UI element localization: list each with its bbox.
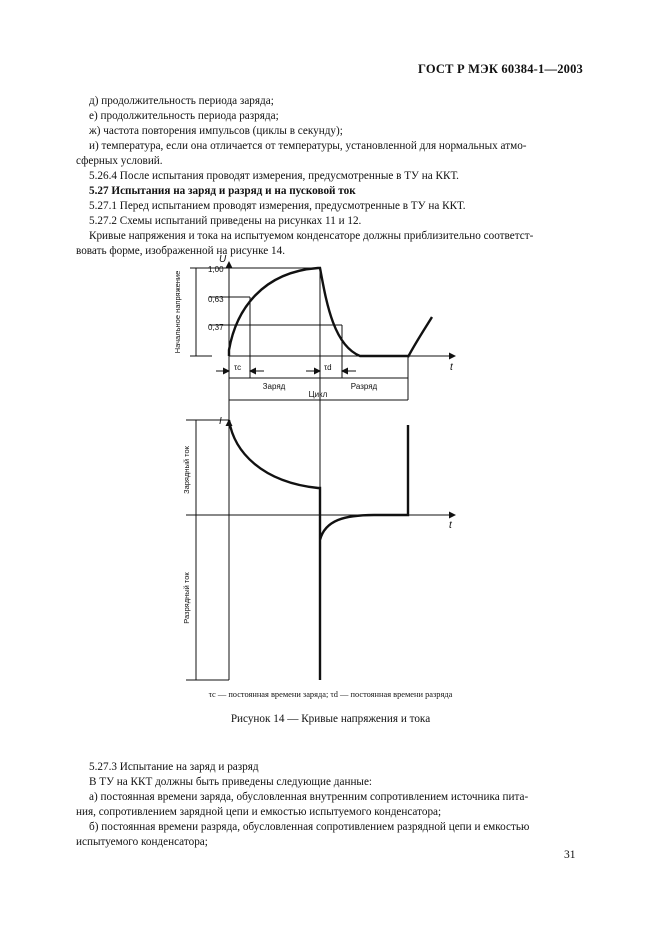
figure-note: τc — постоянная времени заряда; τd — постоянная времени разряда [208, 690, 453, 699]
tau-d-label: τd [324, 363, 332, 372]
page-number: 31 [564, 849, 576, 861]
list-item: е) продолжительность периода разряда; [89, 110, 279, 122]
clause-5-27-2: 5.27.2 Схемы испытаний приведены на рисунках 11 и 12. [89, 215, 362, 227]
initial-voltage-label: Начальное напряжение [173, 270, 182, 354]
list-item: и) температура, если она отличается от температуры, установленной для нормальных атмо- [89, 140, 527, 152]
voltage-curve [229, 268, 432, 357]
list-item: ж) частота повторения импульсов (циклы в секунду); [89, 125, 343, 137]
current-curve [229, 420, 408, 680]
list-item: д) продолжительность периода заряда; [89, 95, 274, 107]
figure-caption: Рисунок 14 — Кривые напряжения и тока [230, 713, 431, 725]
paragraph-line: вовать форме, изображенной на рисунке 14. [76, 245, 286, 257]
tau-c-label: τc [234, 363, 242, 372]
list-item-continuation: ния, сопротивлением зарядной цепи и емкостью испытуемого конденсатора; [76, 806, 442, 818]
u-axis-label: U [219, 254, 227, 265]
discharge-label: Разряд [350, 382, 378, 391]
section-heading-5-27: 5.27 Испытания на заряд и разряд и на пусковой ток [89, 185, 356, 197]
charge-label: Заряд [262, 382, 286, 391]
paragraph-line: Кривые напряжения и тока на испытуемом конденсаторе должны приблизительно соответст- [89, 230, 534, 242]
document-header: ГОСТ Р МЭК 60384-1—2003 [418, 62, 583, 76]
list-item-continuation: сферных условий. [76, 155, 163, 167]
i-axis-label: I [219, 416, 222, 427]
list-item-continuation: испытуемого конденсатора; [76, 836, 208, 848]
bottom-text-block [76, 760, 584, 850]
t-axis-label-bottom: t [449, 520, 452, 531]
paragraph-line: В ТУ на ККТ должны быть приведены следующие данные: [89, 776, 373, 788]
level-063-label: 0,63 [208, 295, 224, 304]
discharge-current-label: Разрядный ток [182, 572, 191, 624]
list-item: б) постоянная времени разряда, обусловленная сопротивлением разрядной цепи и емкостью [89, 821, 530, 833]
clause-5-27-3: 5.27.3 Испытание на заряд и разряд [89, 761, 259, 773]
cycle-label: Цикл [308, 390, 328, 399]
clause-5-26-4: 5.26.4 После испытания проводят измерения, предусмотренные в ТУ на ККТ. [89, 170, 459, 182]
level-037-label: 0,37 [208, 323, 224, 332]
clause-5-27-1: 5.27.1 Перед испытанием проводят измерения, предусмотренные в ТУ на ККТ. [89, 200, 466, 212]
level-100-label: 1,00 [208, 265, 224, 274]
list-item: а) постоянная времени заряда, обусловленная внутренним сопротивлением источника пита- [89, 791, 529, 803]
charge-current-label: Зарядный ток [182, 446, 191, 494]
t-axis-label-top: t [450, 362, 453, 373]
